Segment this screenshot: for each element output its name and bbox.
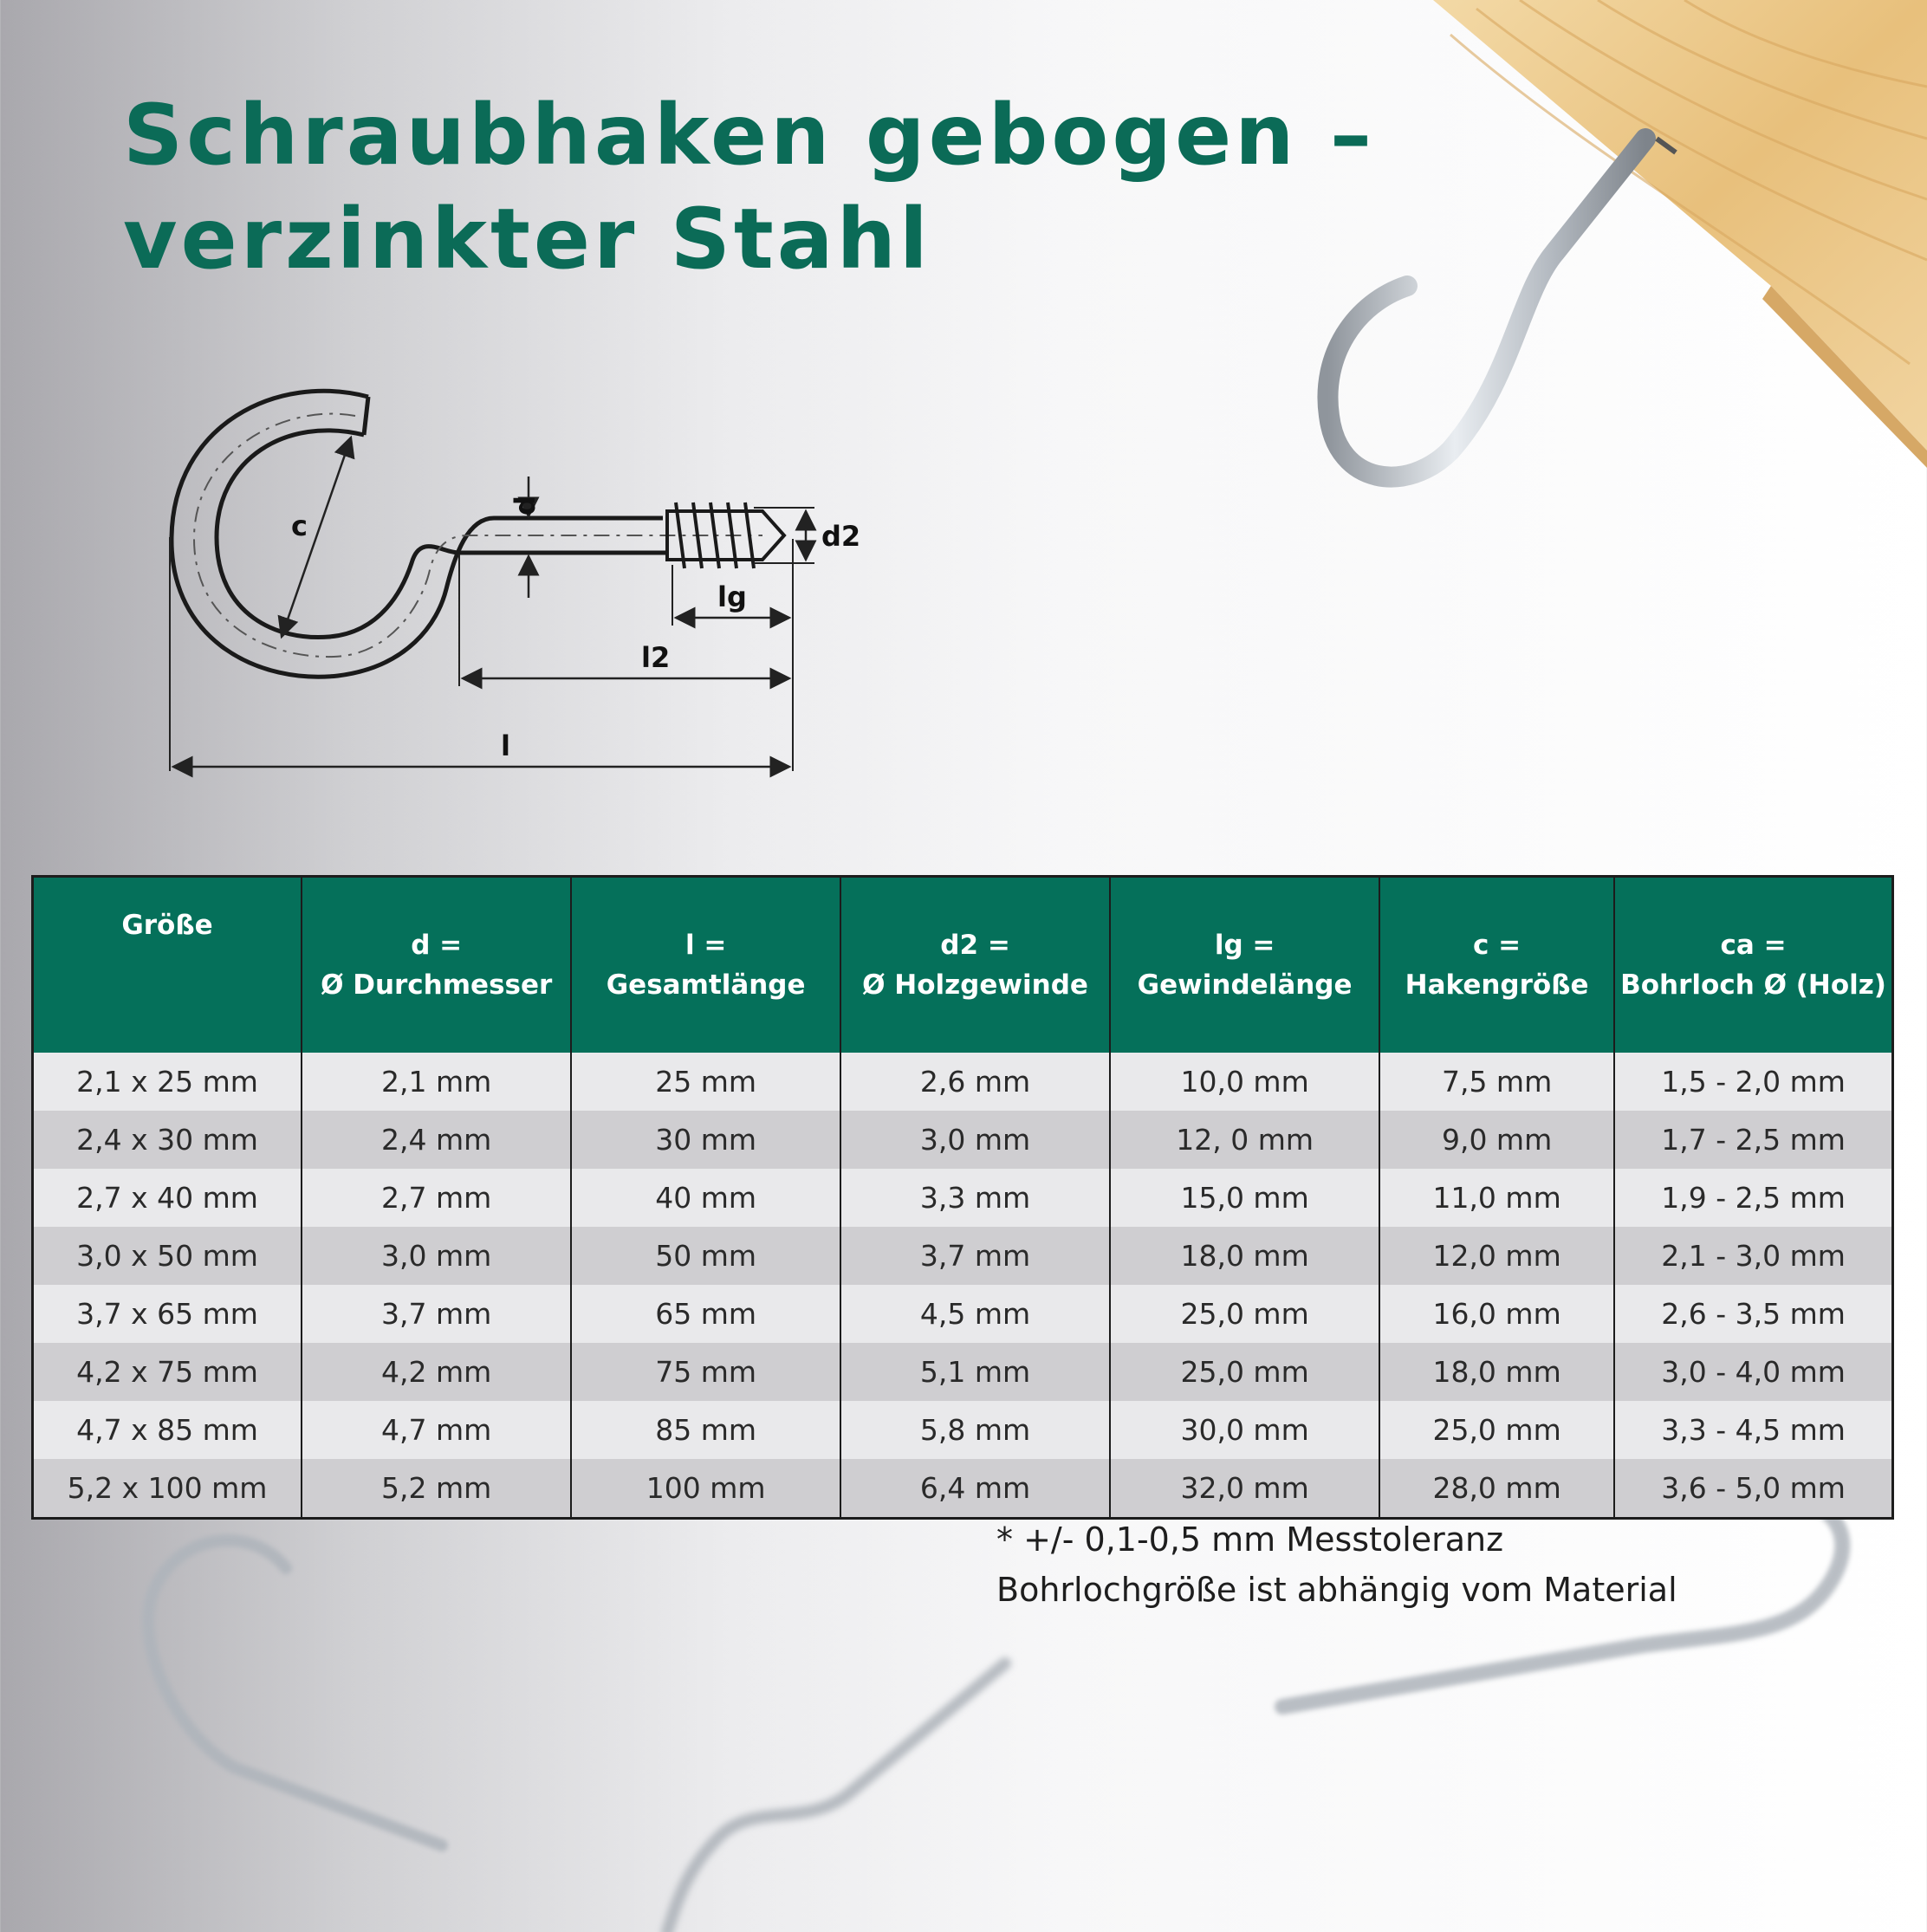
table-cell: 2,7 x 40 mm: [33, 1169, 302, 1227]
table-cell: 65 mm: [571, 1285, 840, 1343]
tolerance-note-line-2: Bohrlochgröße ist abhängig vom Material: [996, 1571, 1677, 1609]
hook-dimension-diagram: [156, 381, 936, 780]
dim-label-lg: lg: [717, 580, 747, 613]
table-cell: 2,1 x 25 mm: [33, 1053, 302, 1111]
table-row: [33, 1227, 1893, 1285]
dim-label-d: d: [509, 496, 542, 515]
header-thread-length: lg = Gewindelänge: [1110, 877, 1379, 1054]
table-cell: 3,3 mm: [840, 1169, 1110, 1227]
table-cell: 2,6 - 3,5 mm: [1614, 1285, 1892, 1343]
table-cell: 1,5 - 2,0 mm: [1614, 1053, 1892, 1111]
table-cell: 18,0 mm: [1379, 1343, 1614, 1401]
table-row: [33, 1111, 1893, 1169]
table-cell: 2,4 mm: [302, 1111, 571, 1169]
decorative-hook-center: [659, 1646, 1022, 1932]
header-drill-hole: ca = Bohrloch Ø (Holz): [1614, 877, 1892, 1054]
table-cell: 4,7 mm: [302, 1401, 571, 1459]
tolerance-note-line-1: * +/- 0,1-0,5 mm Messtoleranz: [996, 1520, 1504, 1559]
table-cell: 4,5 mm: [840, 1285, 1110, 1343]
header-diameter: d = Ø Durchmesser: [302, 877, 571, 1054]
table-cell: 9,0 mm: [1379, 1111, 1614, 1169]
table-cell: 2,7 mm: [302, 1169, 571, 1227]
table-cell: 2,6 mm: [840, 1053, 1110, 1111]
table-cell: 3,6 - 5,0 mm: [1614, 1459, 1892, 1519]
table-cell: 1,7 - 2,5 mm: [1614, 1111, 1892, 1169]
table-cell: 4,2 x 75 mm: [33, 1343, 302, 1401]
table-cell: 85 mm: [571, 1401, 840, 1459]
wood-plank-photo: [1320, 0, 1927, 468]
table-row: [33, 1459, 1893, 1519]
table-cell: 7,5 mm: [1379, 1053, 1614, 1111]
table-cell: 3,7 mm: [840, 1227, 1110, 1285]
table-cell: 32,0 mm: [1110, 1459, 1379, 1519]
table-cell: 30 mm: [571, 1111, 840, 1169]
table-cell: 2,1 - 3,0 mm: [1614, 1227, 1892, 1285]
table-cell: 6,4 mm: [840, 1459, 1110, 1519]
table-cell: 3,7 mm: [302, 1285, 571, 1343]
table-cell: 10,0 mm: [1110, 1053, 1379, 1111]
table-cell: 30,0 mm: [1110, 1401, 1379, 1459]
header-wood-thread: d2 = Ø Holzgewinde: [840, 877, 1110, 1054]
table-cell: 25 mm: [571, 1053, 840, 1111]
header-total-length: l = Gesamtlänge: [571, 877, 840, 1054]
table-cell: 3,7 x 65 mm: [33, 1285, 302, 1343]
title-line-2: verzinkter Stahl: [123, 191, 931, 288]
table-cell: 4,7 x 85 mm: [33, 1401, 302, 1459]
table-cell: 75 mm: [571, 1343, 840, 1401]
tolerance-note: [996, 1514, 1677, 1615]
dim-label-c: c: [291, 509, 308, 542]
table-row: [33, 1343, 1893, 1401]
table-cell: 5,2 x 100 mm: [33, 1459, 302, 1519]
table-cell: 25,0 mm: [1110, 1343, 1379, 1401]
decorative-hook-left: [121, 1507, 468, 1854]
table-header-row: [33, 877, 1893, 1054]
table-cell: 40 mm: [571, 1169, 840, 1227]
page-title: [123, 83, 1375, 291]
title-line-1: Schraubhaken gebogen –: [123, 87, 1375, 184]
table-cell: 3,0 x 50 mm: [33, 1227, 302, 1285]
table-cell: 5,1 mm: [840, 1343, 1110, 1401]
table-cell: 5,2 mm: [302, 1459, 571, 1519]
table-cell: 12, 0 mm: [1110, 1111, 1379, 1169]
table-cell: 18,0 mm: [1110, 1227, 1379, 1285]
table-cell: 28,0 mm: [1379, 1459, 1614, 1519]
table-cell: 5,8 mm: [840, 1401, 1110, 1459]
dim-label-l2: l2: [641, 641, 671, 674]
specification-table: [31, 875, 1894, 1520]
table-cell: 16,0 mm: [1379, 1285, 1614, 1343]
dim-label-l: l: [501, 729, 510, 762]
dim-label-d2: d2: [821, 520, 861, 553]
table-cell: 3,0 - 4,0 mm: [1614, 1343, 1892, 1401]
header-size: Größe: [33, 877, 302, 1054]
table-cell: 50 mm: [571, 1227, 840, 1285]
table-cell: 1,9 - 2,5 mm: [1614, 1169, 1892, 1227]
table-cell: 3,0 mm: [840, 1111, 1110, 1169]
table-row: [33, 1053, 1893, 1111]
table-cell: 15,0 mm: [1110, 1169, 1379, 1227]
table-cell: 25,0 mm: [1110, 1285, 1379, 1343]
table-cell: 4,2 mm: [302, 1343, 571, 1401]
header-hook-size: c = Hakengröße: [1379, 877, 1614, 1054]
table-cell: 100 mm: [571, 1459, 840, 1519]
table-cell: 2,4 x 30 mm: [33, 1111, 302, 1169]
table-row: [33, 1401, 1893, 1459]
table-row: [33, 1169, 1893, 1227]
table-cell: 2,1 mm: [302, 1053, 571, 1111]
table-cell: 25,0 mm: [1379, 1401, 1614, 1459]
table-cell: 12,0 mm: [1379, 1227, 1614, 1285]
table-cell: 3,3 - 4,5 mm: [1614, 1401, 1892, 1459]
table-row: [33, 1285, 1893, 1343]
table-cell: 11,0 mm: [1379, 1169, 1614, 1227]
table-cell: 3,0 mm: [302, 1227, 571, 1285]
